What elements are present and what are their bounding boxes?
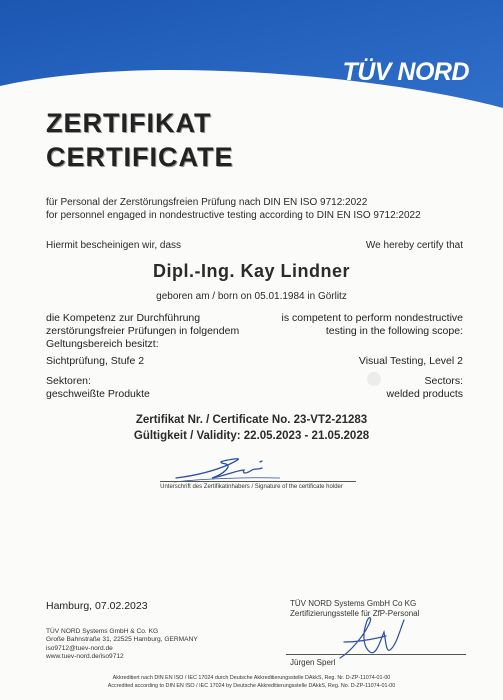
certify-de: Hiermit bescheinigen wir, dass: [46, 240, 182, 251]
issuer-line2: Zertifizierungsstelle für ZfP-Personal: [290, 609, 420, 618]
sectors-label-en: Sectors:: [424, 375, 463, 387]
holder-birth: geboren am / born on 05.01.1984 in Görlitz: [156, 291, 347, 302]
address-line: iso9712@tuev-nord.de: [46, 644, 113, 652]
issuer-line1: TÜV NORD Systems GmbH Co KG: [290, 599, 417, 608]
stamp-mark: [367, 372, 381, 386]
competence-en-line: testing in the following scope:: [325, 325, 463, 337]
address-line: Große Bahnstraße 31, 22525 Hamburg, GERMANY: [46, 636, 198, 644]
competence-de: [46, 312, 239, 351]
intro-de: für Personal der Zerstörungsfreien Prüfung nach DIN EN ISO 9712:2022: [46, 197, 368, 208]
competence-en: [281, 312, 463, 338]
issuer-address: [46, 628, 198, 662]
holder-name: Dipl.-Ing. Kay Lindner: [152, 261, 350, 281]
accreditation-en: Accredited according to DIN EN ISO / IEC 17024 by Deutsche Akkreditierungsstelle DAkkS, Reg. No. D-ZP-11074-01-00: [107, 683, 396, 689]
issuer-signatory: Jürgen Sperl: [290, 658, 336, 667]
accreditation-de: Akkreditiert nach DIN EN ISO / IEC 17024 durch Deutsche Akkreditierungsstelle DAkkS, Reg. Nr. D-ZP-11074-01-00: [112, 675, 391, 681]
holder-signature-line: [160, 481, 356, 482]
title-en: CERTIFICATE: [46, 142, 234, 172]
address-line: www.tuev-nord.de/iso9712: [46, 653, 124, 661]
place-date: Hamburg, 07.02.2023: [46, 600, 148, 612]
sectors-de: geschweißte Produkte: [46, 388, 150, 400]
method-de: Sichtprüfung, Stufe 2: [46, 355, 145, 367]
title-de: ZERTIFIKAT: [46, 108, 212, 138]
address-line: TÜV NORD Systems GmbH & Co. KG: [46, 628, 159, 635]
sectors-en: welded products: [386, 388, 463, 400]
competence-de-line: Geltungsbereich besitzt:: [46, 338, 159, 350]
holder-signature-caption: Unterschrift des Zertifikatinhabers / Signature of the certificate holder: [160, 484, 343, 490]
brand-logo: TÜV NORD: [342, 58, 469, 86]
method-en: Visual Testing, Level 2: [358, 355, 463, 367]
certificate-number: Zertifikat Nr. / Certificate No. 23-VT2-21283: [135, 414, 368, 426]
competence-de-line: die Kompetenz zur Durchführung: [46, 312, 201, 324]
certificate-validity: Gültigkeit / Validity: 22.05.2023 - 21.05.2028: [133, 430, 370, 442]
competence-de-line: zerstörungsfreier Prüfungen in folgendem: [46, 325, 240, 337]
competence-en-line: is competent to perform nondestructive: [281, 312, 463, 324]
issuer-signature-line: [286, 654, 466, 655]
intro-en: for personnel engaged in nondestructive testing according to DIN EN ISO 9712:2022: [46, 210, 421, 221]
certify-en: We hereby certify that: [365, 240, 463, 251]
sectors-label-de: Sektoren:: [46, 375, 91, 387]
issuer-signature: [330, 612, 420, 664]
